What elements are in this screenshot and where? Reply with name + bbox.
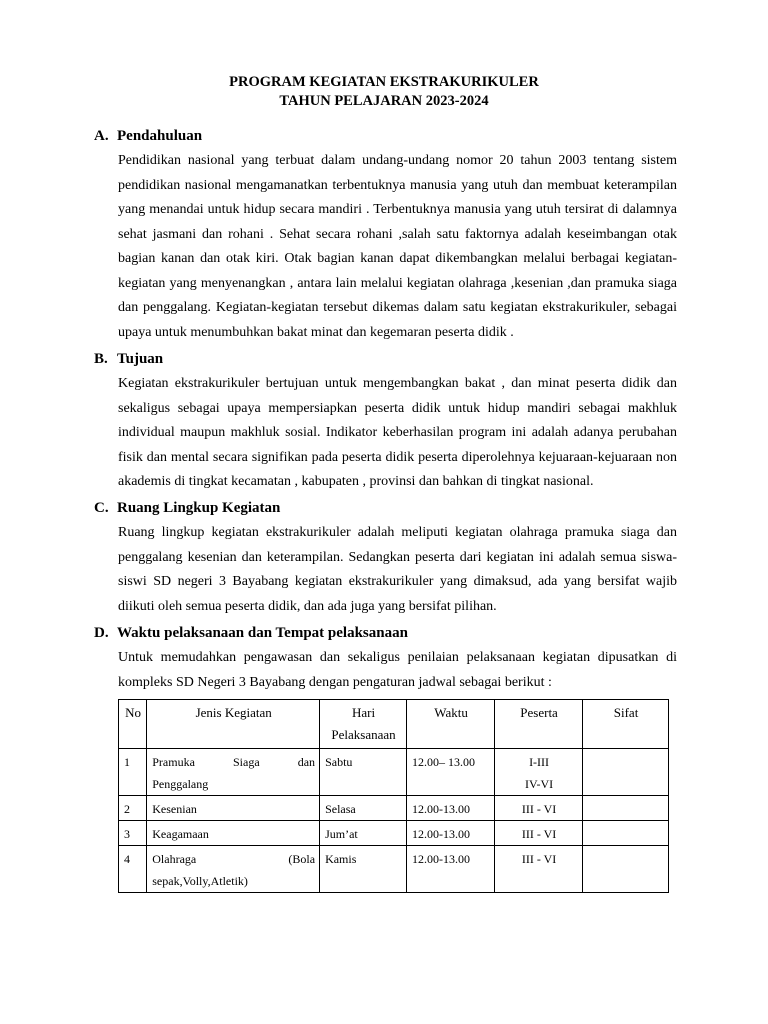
header-sifat: Sifat — [583, 700, 669, 749]
cell-no: 2 — [119, 796, 147, 821]
cell-hari: Kamis — [320, 846, 407, 893]
table-row — [119, 749, 669, 796]
cell-jenis-word: dan — [297, 755, 316, 769]
schedule-table — [118, 699, 669, 893]
section-c-body: Ruang lingkup kegiatan ekstrakurikuler adalah meliputi kegiatan olahraga pramuka siaga dan penggalang kesenian dan keterampilan. Sedangkan peserta dari kegiatan ini adalah semua siswa-siswi SD negeri 3 Bayabang kegiatan ekstrakurikuler yang dimaksud, ada yang bersifat wajib diikuti oleh semua peserta didik, dan ada juga yang bersifat pilihan. — [118, 525, 677, 614]
section-b-title: Tujuan — [117, 351, 164, 367]
cell-jenis-word: Olahraga — [152, 852, 197, 866]
section-c-letter: C. — [94, 500, 109, 516]
cell-jenis-word: (Bola — [288, 852, 316, 866]
cell-waktu: 12.00-13.00 — [407, 821, 495, 846]
section-a-body: Pendidikan nasional yang terbuat dalam undang-undang nomor 20 tahun 2003 tentang sistem pendidikan nasional mengamanatkan terbentuknya manusia yang utuh dan membuat keterampilan yang menandai untuk hidup secara mandiri . Terbentuknya manusia yang utuh tersirat di dalamnya sehat jasmani dan rohani . Sehat secara rohani ,salah satu faktornya adalah keseimbangan otak bagian kanan dan otak kiri. Otak bagian kanan dapat dikembangkan melalui berbagai kegiatan-kegiatan yang menyenangkan , antara lain melalui kegiatan olahraga ,kesenian ,dan pramuka siaga dan penggalang. Kegiatan-kegiatan tersebut dikemas dalam satu kegiatan ekstrakurikuler, sebagai upaya untuk menumbuhkan bakat minat dan kegemaran peserta didik . — [118, 153, 677, 340]
cell-jenis-line-2: sepak,Volly,Atletik) — [152, 874, 248, 888]
cell-jenis-line-2: Penggalang — [152, 777, 209, 791]
header-hari-line-2: Pelaksanaan — [331, 727, 396, 742]
cell-peserta — [495, 749, 583, 796]
section-a-title: Pendahuluan — [117, 128, 203, 144]
section-c-heading — [94, 499, 280, 517]
cell-jenis: Keagamaan — [147, 821, 320, 846]
table-row — [119, 821, 669, 846]
cell-sifat — [583, 796, 669, 821]
cell-jenis: Kesenian — [147, 796, 320, 821]
cell-no: 4 — [119, 846, 147, 893]
cell-jenis-word: Siaga — [232, 755, 260, 769]
cell-peserta: III - VI — [495, 846, 583, 893]
section-d-heading — [94, 624, 408, 642]
section-a-letter: A. — [94, 128, 109, 144]
cell-jenis-line-1 — [152, 751, 315, 773]
cell-no: 3 — [119, 821, 147, 846]
header-peserta: Peserta — [495, 700, 583, 749]
table-header-row — [119, 700, 669, 749]
section-b-letter: B. — [94, 351, 108, 367]
header-hari-line-1: Hari — [351, 705, 376, 720]
cell-sifat — [583, 821, 669, 846]
document-title-line-2: TAHUN PELAJARAN 2023-2024 — [279, 93, 489, 109]
document-title-line-1: PROGRAM KEGIATAN EKSTRAKURIKULER — [229, 74, 539, 90]
cell-jenis — [147, 749, 320, 796]
table-row — [119, 796, 669, 821]
section-d-body: Untuk memudahkan pengawasan dan sekaligus penilaian pelaksanaan kegiatan dipusatkan di kompleks SD Negeri 3 Bayabang dengan pengaturan jadwal sebagai berikut : — [118, 650, 677, 690]
cell-waktu: 12.00-13.00 — [407, 846, 495, 893]
cell-sifat — [583, 749, 669, 796]
section-a-heading — [94, 127, 202, 145]
section-d-title: Waktu pelaksanaan dan Tempat pelaksanaan — [117, 625, 408, 641]
cell-hari: Selasa — [320, 796, 407, 821]
cell-sifat — [583, 846, 669, 893]
section-c-title: Ruang Lingkup Kegiatan — [117, 500, 281, 516]
cell-hari: Jum’at — [320, 821, 407, 846]
cell-peserta-line-1: I-III — [529, 755, 550, 769]
cell-waktu: 12.00-13.00 — [407, 796, 495, 821]
cell-hari: Sabtu — [320, 749, 407, 796]
section-b-heading — [94, 350, 163, 368]
cell-peserta: III - VI — [495, 796, 583, 821]
cell-no: 1 — [119, 749, 147, 796]
header-no: No — [119, 700, 147, 749]
header-hari-pelaksanaan — [320, 700, 407, 749]
cell-waktu: 12.00– 13.00 — [407, 749, 495, 796]
cell-peserta: III - VI — [495, 821, 583, 846]
table-row — [119, 846, 669, 893]
section-d-letter: D. — [94, 625, 109, 641]
header-waktu: Waktu — [407, 700, 495, 749]
cell-jenis-line-1 — [152, 848, 315, 870]
cell-peserta-line-2: IV-VI — [524, 777, 554, 791]
header-jenis-kegiatan: Jenis Kegiatan — [147, 700, 320, 749]
cell-jenis-word: Pramuka — [152, 755, 195, 769]
cell-jenis — [147, 846, 320, 893]
section-b-body: Kegiatan ekstrakurikuler bertujuan untuk mengembangkan bakat , dan minat peserta didik dan sekaligus sebagai upaya mempersiapkan peserta didik untuk hidup mandiri sebagai makhluk individual maupun makhluk sosial. Indikator keberhasilan program ini adalah adanya perubahan fisik dan mental secara signifikan pada peserta didik peserta diperolehnya kejuaraan-kejuaraan non akademis di tingkat kecamatan , kabupaten , provinsi dan bahkan di tingkat nasional. — [118, 376, 677, 489]
